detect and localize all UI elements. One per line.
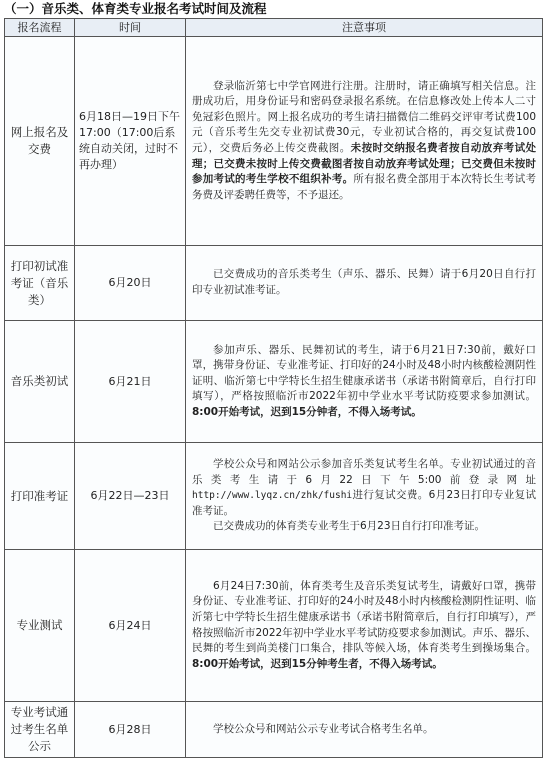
notes-paragraph: [192, 579, 536, 673]
time-cell: 6月18日—19日下午17:00（17:00后系统自动关闭，过时不再办理）: [75, 37, 186, 246]
notes-cell: [186, 550, 543, 702]
notes-cell: [186, 443, 543, 550]
notes-text: 学校公众号和网站公示专业考试合格考生名单。: [213, 722, 434, 735]
time-cell: 6月21日: [75, 321, 186, 443]
table-row: [5, 37, 543, 246]
time-cell: 6月28日: [75, 702, 186, 758]
notes-text: 学校公众号和网站公示参加音乐类复试考生名单。专业初试通过的音乐类考生请于6月22日下午5:00前登录网址: [192, 458, 536, 486]
table-row: [5, 550, 543, 702]
notes-paragraph: [192, 457, 536, 519]
table-header-row: [5, 19, 543, 37]
notes-text: 已交费成功的体育类专业考生于6月23日自行打印准考证。: [213, 520, 486, 533]
notes-cell: [186, 702, 543, 758]
stage-cell: 打印准考证: [5, 443, 75, 550]
notes-emphasis: 8:00开始考试，迟到15分钟考生者，不得入场考试。: [192, 657, 443, 670]
notes-paragraph: [192, 79, 536, 204]
time-cell: 6月24日: [75, 550, 186, 702]
notes-emphasis: 未按时交纳报名费者按自动放弃考试处理；已交费未按时上传交费截图者按自动放弃考试处理；已交费但未按时参加考试的考生学校不组织补考。: [192, 142, 537, 186]
notes-cell: [186, 37, 543, 246]
notes-paragraph: [192, 343, 536, 421]
time-cell: 6月20日: [75, 246, 186, 321]
table-row: [5, 321, 543, 443]
notes-text: 已交费成功的音乐类考生（声乐、器乐、民舞）请于6月20日自行打印专业初试准考证。: [192, 268, 536, 296]
notes-emphasis: 8:00开始考试，迟到15分钟者，不得入场考试。: [192, 405, 422, 418]
table-row: [5, 702, 543, 758]
notes-text: 所有报名费全部用于本次特长生考试考务费及评委聘任费等，不予退还。: [192, 173, 537, 201]
column-header-notes: 注意事项: [186, 19, 543, 37]
notes-cell: [186, 246, 543, 321]
column-header-time: 时间: [75, 19, 186, 37]
stage-cell: 打印初试准考证（音乐类）: [5, 246, 75, 321]
stage-cell: 网上报名及交费: [5, 37, 75, 246]
notes-text: 进行复试交费。6月23日打印专业复试准考证。: [192, 489, 536, 517]
section-heading: （一）音乐类、体育类专业报名考试时间及流程: [4, 1, 267, 16]
registration-url: http://www.lyqz.cn/zhk/fushi: [192, 490, 353, 502]
table-row: [5, 443, 543, 550]
notes-text: 登录临沂第七中学官网进行注册。注册时，请正确填写相关信息。注册成功后，用身份证号和密码登录报名系统。在信息修改处上传本人二寸免冠彩色照片。网上报名成功的考生请扫描微信二维码交评审考试费100元（音乐考生先交专业初试费30元，专业初试合格的，再交复试费100元），交费后务必上传交费截图。: [192, 79, 536, 154]
stage-cell: 专业测试: [5, 550, 75, 702]
time-cell: 6月22日—23日: [75, 443, 186, 550]
table-row: [5, 246, 543, 321]
notes-cell: [186, 321, 543, 443]
notes-text: 参加声乐、器乐、民舞初试的考生，请于6月21日7:30前，戴好口罩，携带身份证、专业准考证、打印好的24小时及48小时内核酸检测阴性证明、临沂第七中学特长生招生健康承诺书（承诺书附简章后，自行打印填写），严格按照临沂市2022年初中学业水平考试防疫要求参加测试。: [192, 343, 536, 403]
schedule-table: [4, 18, 543, 758]
column-header-stage: 报名流程: [5, 19, 75, 37]
notes-text: 6月24日7:30前，体育类考生及音乐类复试考生，请戴好口罩，携带身份证、专业准考证、打印好的24小时及48小时内核酸检测阴性证明、临沂第七中学特长生招生健康承诺书（承诺书附简章后，自行打印填写），严格按照临沂市2022年初中学业水平考试防疫要求参加测试。声乐、器乐、民舞的考生到尚美楼门口集合，排队等候入场，体育类考生到操场集合。: [192, 579, 536, 655]
stage-cell: 音乐类初试: [5, 321, 75, 443]
stage-cell: 专业考试通过考生名单公示: [5, 702, 75, 758]
